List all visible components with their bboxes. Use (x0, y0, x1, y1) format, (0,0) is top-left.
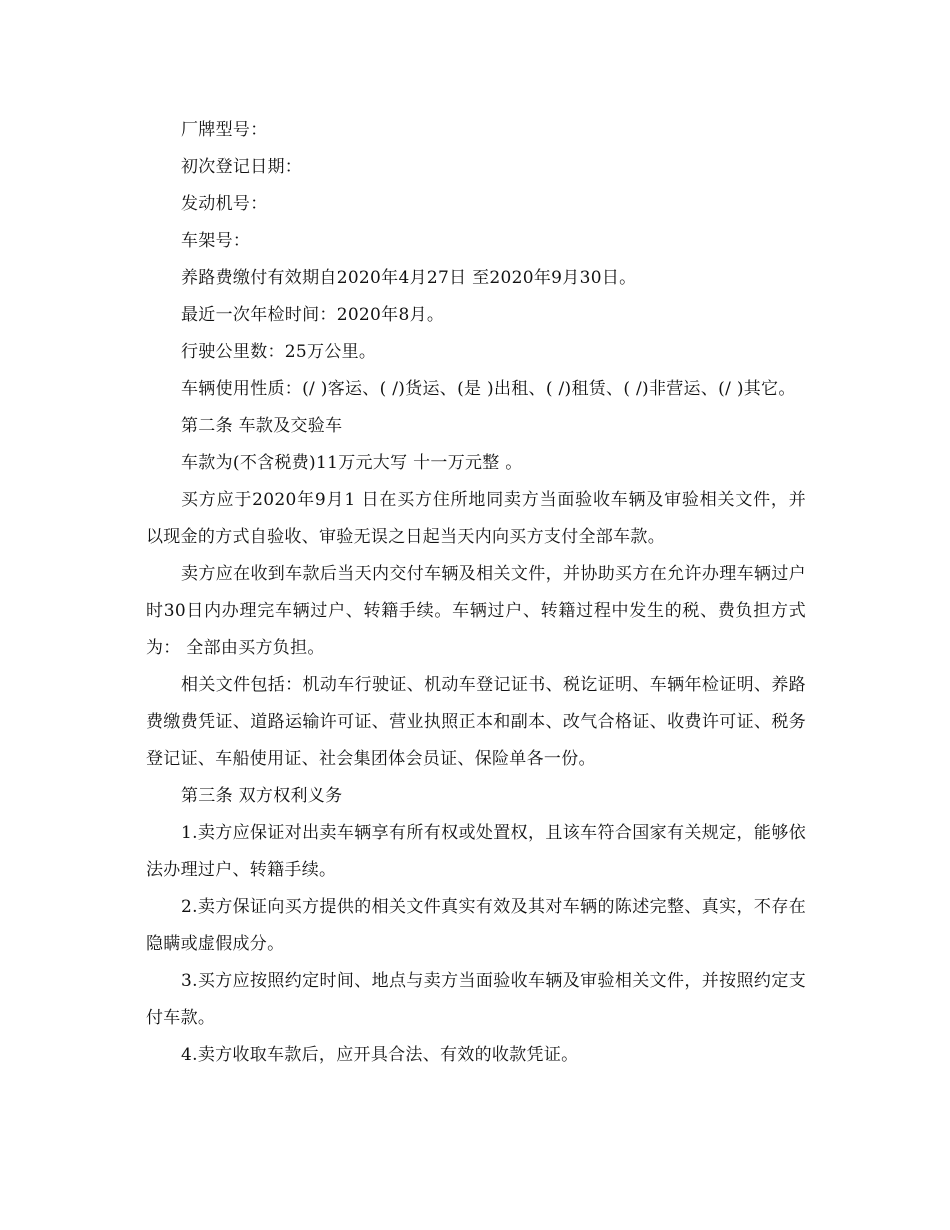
payment-terms: 买方应于2020年9月1 日在买方住所地同卖方当面验收车辆及审验相关文件，并以现金的方式自验收、审验无误之日起当天内向买方支付全部车款。 (146, 490, 806, 547)
delivery-terms: 卖方应在收到车款后当天内交付车辆及相关文件，并协助买方在允许办理车辆过户时30日内办理完车辆过户、转籍手续。车辆过户、转籍过程中发生的税、费负担方式为： 全部由买方负担。 (146, 564, 806, 658)
vehicle-price: 车款为(不含税费)11万元大写 十一万元整 。 (181, 453, 523, 473)
mileage: 行驶公里数：25万公里。 (181, 342, 377, 362)
vehicle-usage-type: 车辆使用性质：(/ )客运、( /)货运、(是 )出租、( /)租赁、( /)非营运、(/ )其它。 (181, 379, 796, 399)
obligation-1: 1.卖方应保证对出卖车辆享有所有权或处置权，且该车符合国家有关规定，能够依法办理过户、转籍手续。 (146, 823, 806, 880)
field-first-registration-date: 初次登记日期： (181, 157, 303, 177)
article-3-heading: 第三条 双方权利义务 (181, 786, 343, 806)
document-body (146, 112, 806, 1074)
field-engine-number: 发动机号： (181, 194, 268, 214)
related-documents: 相关文件包括：机动车行驶证、机动车登记证书、税讫证明、车辆年检证明、养路费缴费凭证、道路运输许可证、营业执照正本和副本、改气合格证、收费许可证、税务登记证、车船使用证、社会集团体会员证、保险单各一份。 (146, 675, 806, 769)
obligation-2: 2.卖方保证向买方提供的相关文件真实有效及其对车辆的陈述完整、真实，不存在隐瞒或虚假成分。 (146, 897, 806, 954)
obligation-4: 4.卖方收取车款后，应开具合法、有效的收款凭证。 (181, 1045, 579, 1065)
field-brand-model: 厂牌型号： (181, 120, 268, 140)
obligation-3: 3.买方应按照约定时间、地点与卖方当面验收车辆及审验相关文件，并按照约定支付车款。 (146, 971, 806, 1028)
field-frame-number: 车架号： (181, 231, 251, 251)
road-fee-validity: 养路费缴付有效期自2020年4月27日 至2020年9月30日。 (181, 268, 637, 288)
last-inspection-time: 最近一次年检时间：2020年8月。 (181, 305, 445, 325)
article-2-heading: 第二条 车款及交验车 (181, 416, 343, 436)
